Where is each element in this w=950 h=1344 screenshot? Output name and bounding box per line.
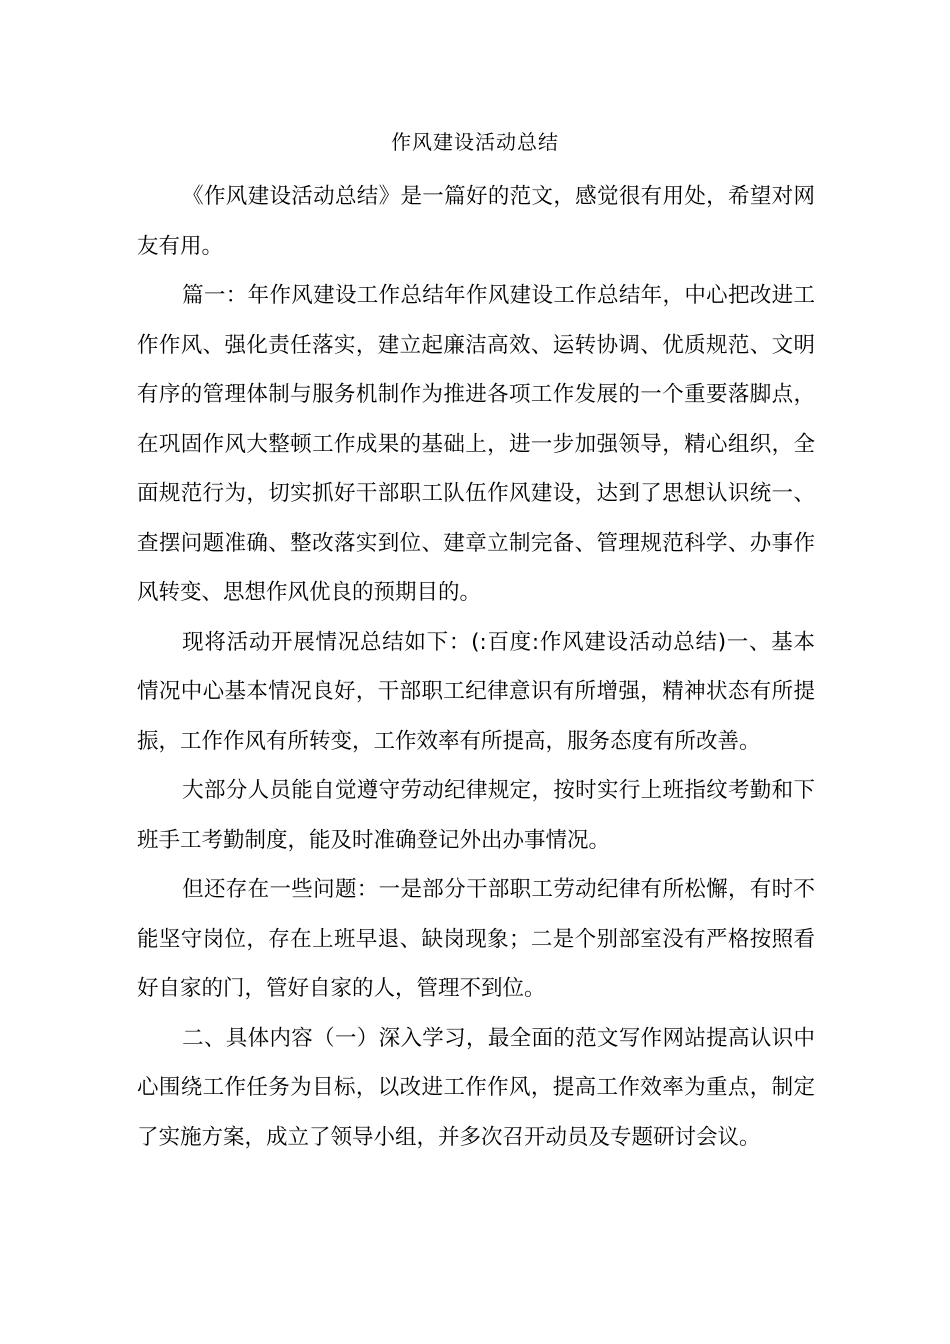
document-body: [137, 172, 815, 1162]
document-title: 作风建设活动总结: [391, 130, 559, 154]
paragraph-summary: 现将活动开展情况总结如下：(:百度:作风建设活动总结)一、基本情况中心基本情况良好，干部职工纪律意识有所增强，精神状态有所提振，工作作风有所转变，工作效率有所提高，服务态度有所改善。: [137, 629, 815, 754]
paragraph-part-one: 篇一：年作风建设工作总结年作风建设工作总结年，中心把改进工作作风、强化责任落实，建立起廉洁高效、运转协调、优质规范、文明有序的管理体制与服务机制作为推进各项工作发展的一个重要落脚点，在巩固作风大整顿工作成果的基础上，进一步加强领导，精心组织，全面规范行为，切实抓好干部职工队伍作风建设，达到了思想认识统一、查摆问题准确、整改落实到位、建章立制完备、管理规范科学、办事作风转变、思想作风优良的预期目的。: [137, 283, 815, 605]
paragraph-intro: 《作风建设活动总结》是一篇好的范文，感觉很有用处，希望对网友有用。: [137, 184, 815, 259]
paragraph-attendance: 大部分人员能自觉遵守劳动纪律规定，按时实行上班指纹考勤和下班手工考勤制度，能及时准确登记外出办事情况。: [137, 778, 815, 853]
paragraph-problems: 但还存在一些问题：一是部分干部职工劳动纪律有所松懈，有时不能坚守岗位，存在上班早退、缺岗现象；二是个别部室没有严格按照看好自家的门，管好自家的人，管理不到位。: [137, 877, 815, 1001]
paragraph-specific-content: 二、具体内容（一）深入学习，最全面的范文写作网站提高认识中心围绕工作任务为目标，以改进工作作风，提高工作效率为重点，制定了实施方案，成立了领导小组，并多次召开动员及专题研讨会议。: [137, 1025, 815, 1150]
